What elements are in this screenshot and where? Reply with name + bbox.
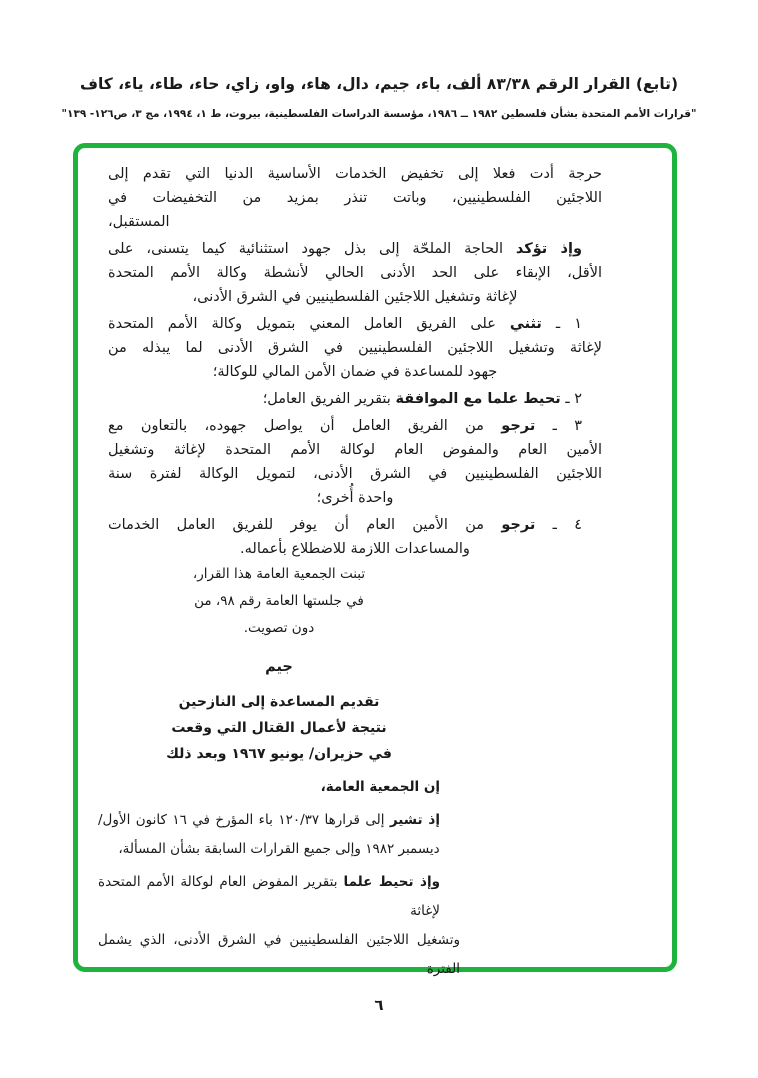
text-run: على الفريق العامل المعني بتمويل وكالة الأمم المتحدة — [108, 316, 510, 332]
text-run: في جلستها العامة رقم ٩٨، من — [194, 593, 364, 609]
bold-text-run: إذ تشير — [389, 812, 440, 828]
text-run: حرجة أدت فعلا إلى تخفيض الخدمات الأساسية الدنيا التي تقدم إلى — [108, 166, 602, 182]
text-run: بتقرير الفريق العامل؛ — [262, 391, 396, 407]
text-run: في حزيران/ يونيو ١٩٦٧ وبعد ذلك — [166, 746, 392, 762]
page-header-title: (تابع) القرار الرقم ٨٣/٣٨ ألف، باء، جيم، دال، هاء، واو، زاي، حاء، طاء، ياء، كاف — [79, 75, 679, 93]
highlight-box — [73, 143, 677, 977]
text-run: من الفريق العامل أن يواصل جهوده، بالتعاون مع — [108, 418, 502, 434]
text-line — [98, 806, 460, 835]
text-run: ١ ـ — [541, 316, 582, 332]
text-line — [108, 513, 602, 537]
text-line — [98, 835, 460, 864]
bold-text-run: إن الجمعية العامة، — [320, 779, 440, 795]
page-number: ٦ — [374, 996, 384, 1014]
text-line — [108, 387, 602, 411]
text-line — [108, 486, 602, 510]
text-line — [108, 360, 602, 384]
text-run: اللاجئين الفلسطينيين، وباتت تنذر بمزيد من التخفيضات في — [108, 190, 602, 206]
text-line — [108, 336, 602, 360]
bold-text-run: تثني — [509, 316, 542, 332]
text-line — [98, 741, 460, 767]
resolution-body — [78, 148, 672, 984]
text-line — [108, 162, 602, 186]
text-line — [98, 615, 460, 642]
bold-text-run: ترجو — [501, 418, 536, 434]
text-run: واحدة أُخرى؛ — [316, 490, 394, 506]
bold-text-run: ترجو — [501, 517, 536, 533]
text-run: وتشغيل اللاجئين الفلسطينيين في الشرق الأدنى، الذي يشمل الفترة — [98, 932, 460, 977]
text-run: تبنت الجمعية العامة هذا القرار، — [192, 566, 366, 582]
text-line — [108, 210, 602, 234]
text-line — [98, 868, 460, 926]
bold-text-run: تحيط علما مع الموافقة — [395, 391, 561, 407]
text-run: إلى قرارها ١٢٠/٣٧ باء المؤرخ في ١٦ كانون الأول/ — [98, 812, 390, 828]
text-line — [108, 285, 602, 309]
text-run: اللاجئين الفلسطينيين في الشرق الأدنى، لتمويل الوكالة لفترة سنة — [108, 466, 602, 482]
text-run: بتقرير المفوض العام لوكالة الأمم المتحدة لإغاثة — [98, 874, 440, 919]
text-line — [98, 773, 460, 802]
resolution-bottom-section — [98, 561, 460, 984]
text-line — [108, 414, 602, 438]
text-line — [98, 561, 460, 588]
text-line — [108, 312, 602, 336]
bold-text-run: وإذ تحيط علما — [343, 874, 440, 890]
text-line — [108, 438, 602, 462]
text-run: تقديم المساعدة إلى النازحين — [178, 694, 380, 710]
text-run: من الأمين العام أن يوفر للفريق العامل الخدمات — [108, 517, 502, 533]
text-run: لإغاثة وتشغيل اللاجئين الفلسطينيين في الشرق الأدنى لما يبذله من — [108, 340, 602, 356]
text-line — [108, 462, 602, 486]
text-run: جهود للمساعدة في ضمان الأمن المالي للوكالة؛ — [212, 364, 498, 380]
text-run: الأقل، الإبقاء على الحد الأدنى الحالي لأنشطة وكالة الأمم المتحدة — [108, 265, 602, 281]
text-line — [98, 926, 460, 984]
resolution-preamble — [98, 773, 460, 984]
text-run: لإغاثة وتشغيل اللاجئين الفلسطينيين في الشرق الأدنى، — [192, 289, 518, 305]
text-run: ٢ ـ — [560, 391, 582, 407]
text-run: الأمين العام والمفوض العام لوكالة الأمم المتحدة لإغاثة وتشغيل — [108, 442, 602, 458]
text-line — [98, 715, 460, 741]
text-line — [98, 689, 460, 715]
section-letter: جيم — [265, 659, 293, 675]
text-run: ٣ ـ — [535, 418, 583, 434]
bold-text-run: وإذ تؤكد — [515, 241, 582, 257]
text-run: نتيجة لأعمال القتال التي وقعت — [171, 720, 387, 736]
text-run: ٤ ـ — [535, 517, 583, 533]
resolution-title — [98, 689, 460, 767]
page-header-source: "قرارات الأمم المتحدة بشأن فلسطين ١٩٨٢ ــ ١٩٨٦، مؤسسة الدراسات الفلسطينية، بيروت، ط ١، ١٩٩٤، مج ٣، ص١٢٦- ١٣٩" — [61, 108, 697, 120]
text-run: ديسمبر ١٩٨٢ وإلى جميع القرارات السابقة بشأن المسألة، — [118, 841, 440, 857]
text-line — [108, 261, 602, 285]
text-run: دون تصويت. — [243, 620, 315, 636]
text-run: والمساعدات اللازمة للاضطلاع بأعماله. — [240, 541, 470, 557]
text-line — [98, 588, 460, 615]
text-line — [108, 537, 602, 561]
adoption-note — [98, 561, 460, 642]
text-line — [108, 186, 602, 210]
text-line — [108, 237, 602, 261]
text-run: المستقبل، — [108, 214, 170, 230]
text-run: الحاجة الملحّة إلى بذل جهود استثنائية كيما يتسنى، على — [108, 241, 516, 257]
resolution-top-section — [108, 162, 602, 561]
